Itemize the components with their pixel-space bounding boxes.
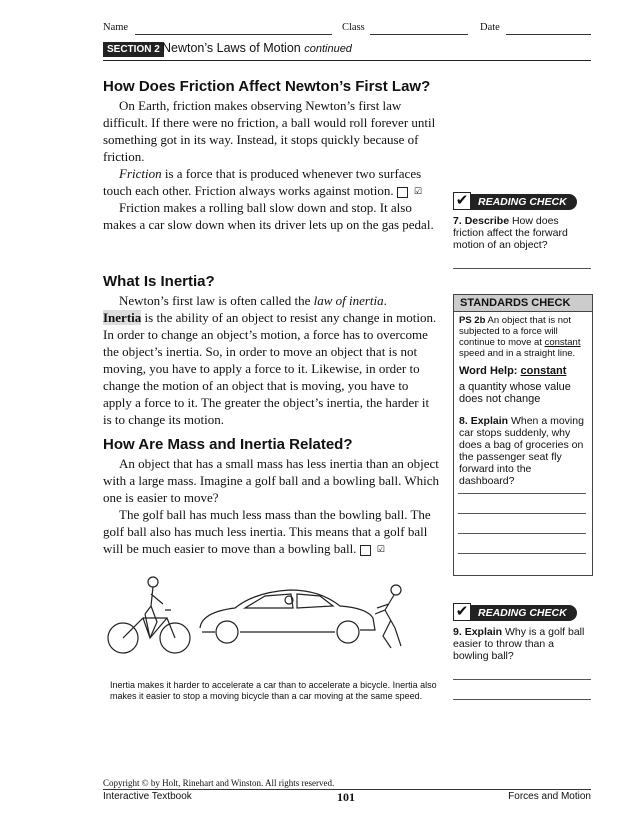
- reading-check-label-1: READING CHECK: [462, 194, 577, 210]
- q7-number: 7.: [453, 215, 462, 227]
- date-label: Date: [480, 22, 500, 33]
- section-suffix: continued: [304, 43, 352, 55]
- standard-text-link: constant: [544, 337, 581, 348]
- friction-term: Friction: [119, 166, 162, 181]
- figure-caption: Inertia makes it harder to accelerate a car than to accelerate a bicycle. Inertia also makes it easier to stop a moving bicycle than a car moving at the same speed.: [110, 680, 437, 701]
- friction-p1: On Earth, friction makes observing Newton’s first law difficult. If there were no friction, a ball would roll forever until something got in its way. Instead, it stops quickly because of friction.: [103, 98, 436, 164]
- friction-body: [103, 97, 439, 233]
- standards-question: [459, 415, 587, 487]
- friction-heading: How Does Friction Affect Newton’s First Law?: [103, 78, 431, 95]
- reading-check-question-2: [453, 626, 591, 662]
- mass-p2-text: The golf ball has much less mass than the bowling ball. The golf ball also has much less inertia. This means that a golf ball will be much easier to move than a bowling ball.: [103, 507, 431, 556]
- inertia-p1-start: Newton’s first law is often called the: [119, 293, 314, 308]
- reading-check-icon: ✔: [453, 192, 471, 210]
- word-help-term: constant: [520, 365, 567, 377]
- person-pushing-icon: [375, 585, 401, 648]
- mass-p2: [103, 506, 439, 557]
- page-number: 101: [337, 790, 355, 804]
- mass-heading: How Are Mass and Inertia Related?: [103, 436, 353, 453]
- friction-p3: Friction makes a rolling ball slow down and stop. It also makes a car slow down when its driver lets up on the gas pedal.: [103, 200, 434, 232]
- inertia-p2: [103, 309, 439, 428]
- answer-line-q8[interactable]: [458, 493, 586, 494]
- q7-text: How does friction affect the forward motion of an object?: [453, 215, 568, 251]
- word-help-definition: a quantity whose value does not change: [459, 381, 571, 405]
- q9-number: 9.: [453, 626, 462, 638]
- section-title: [162, 41, 352, 55]
- footer-chapter-title: Forces and Motion: [508, 791, 591, 802]
- q8-text: When a moving car stops suddenly, why does a bag of groceries on the passenger seat fly forward into the dashboard?: [459, 415, 584, 487]
- q8-number: 8.: [459, 415, 468, 427]
- standard-ps2b: [459, 315, 587, 359]
- inertia-heading: What Is Inertia?: [103, 273, 215, 290]
- mass-body: [103, 455, 439, 557]
- checkbox-icon[interactable]: ☑: [360, 545, 371, 556]
- reading-check-icon: ✔: [453, 603, 471, 621]
- inertia-term: Inertia: [103, 310, 142, 325]
- name-label: Name: [103, 22, 129, 33]
- q7-verb: Describe: [464, 215, 510, 227]
- answer-line-q8[interactable]: [458, 513, 586, 514]
- answer-line-q8[interactable]: [458, 533, 586, 534]
- class-field[interactable]: [370, 24, 468, 35]
- law-of-inertia: law of inertia: [313, 293, 384, 308]
- standards-check-title: STANDARDS CHECK: [454, 295, 592, 312]
- q9-text: Why is a golf ball easier to throw than a bowling ball?: [453, 626, 585, 662]
- friction-p2: [103, 165, 439, 199]
- section-badge: SECTION 2: [103, 42, 164, 57]
- answer-line-q9[interactable]: [453, 699, 591, 700]
- checkbox-icon[interactable]: ☑: [397, 187, 408, 198]
- date-field[interactable]: [506, 24, 591, 35]
- footer-book-title: Interactive Textbook: [103, 791, 192, 802]
- word-help-label: Word Help:: [459, 365, 518, 377]
- reading-check-question-1: [453, 215, 591, 251]
- answer-line-q9[interactable]: [453, 679, 591, 680]
- standard-code: PS 2b: [459, 315, 486, 326]
- q9-verb: Explain: [464, 626, 503, 638]
- inertia-body: [103, 292, 439, 428]
- name-field[interactable]: [135, 24, 332, 35]
- inertia-p2-text: is the ability of an object to resist any change in motion. In order to change an object’s motion, a force has to overcome the object’s inertia. So, in order to move an object that is not moving, you have to apply a force to it. Likewise, in order to change the motion of an object that is moving, you have to apply a force to it. The greater the object’s inertia, the harder it is to change its motion.: [103, 310, 437, 427]
- section-title-text: Newton’s Laws of Motion: [162, 41, 301, 55]
- q8-verb: Explain: [470, 415, 509, 427]
- figure-illustration: [105, 570, 440, 660]
- friction-p2-text: is a force that is produced whenever two surfaces touch each other. Friction always works against motion.: [103, 166, 422, 198]
- answer-line-q8[interactable]: [458, 553, 586, 554]
- word-help: [459, 365, 587, 377]
- standard-text-b: speed and in a straight line.: [459, 348, 576, 359]
- standards-check-box: [453, 294, 593, 576]
- car-icon: [200, 590, 375, 643]
- bicycle-icon: [108, 577, 190, 653]
- mass-p1: An object that has a small mass has less inertia than an object with a large mass. Imagine a golf ball and a bowling ball. Which one is easier to move?: [103, 456, 439, 505]
- class-label: Class: [342, 22, 365, 33]
- standard-text-a: An object that is not subjected to a force will continue to move at: [459, 315, 571, 348]
- answer-line-q7[interactable]: [453, 268, 591, 269]
- copyright: Copyright © by Holt, Rinehart and Winston. All rights reserved.: [103, 778, 335, 788]
- inertia-p1: [103, 292, 439, 309]
- inertia-p1-end: .: [383, 293, 387, 308]
- reading-check-label-2: READING CHECK: [462, 605, 577, 621]
